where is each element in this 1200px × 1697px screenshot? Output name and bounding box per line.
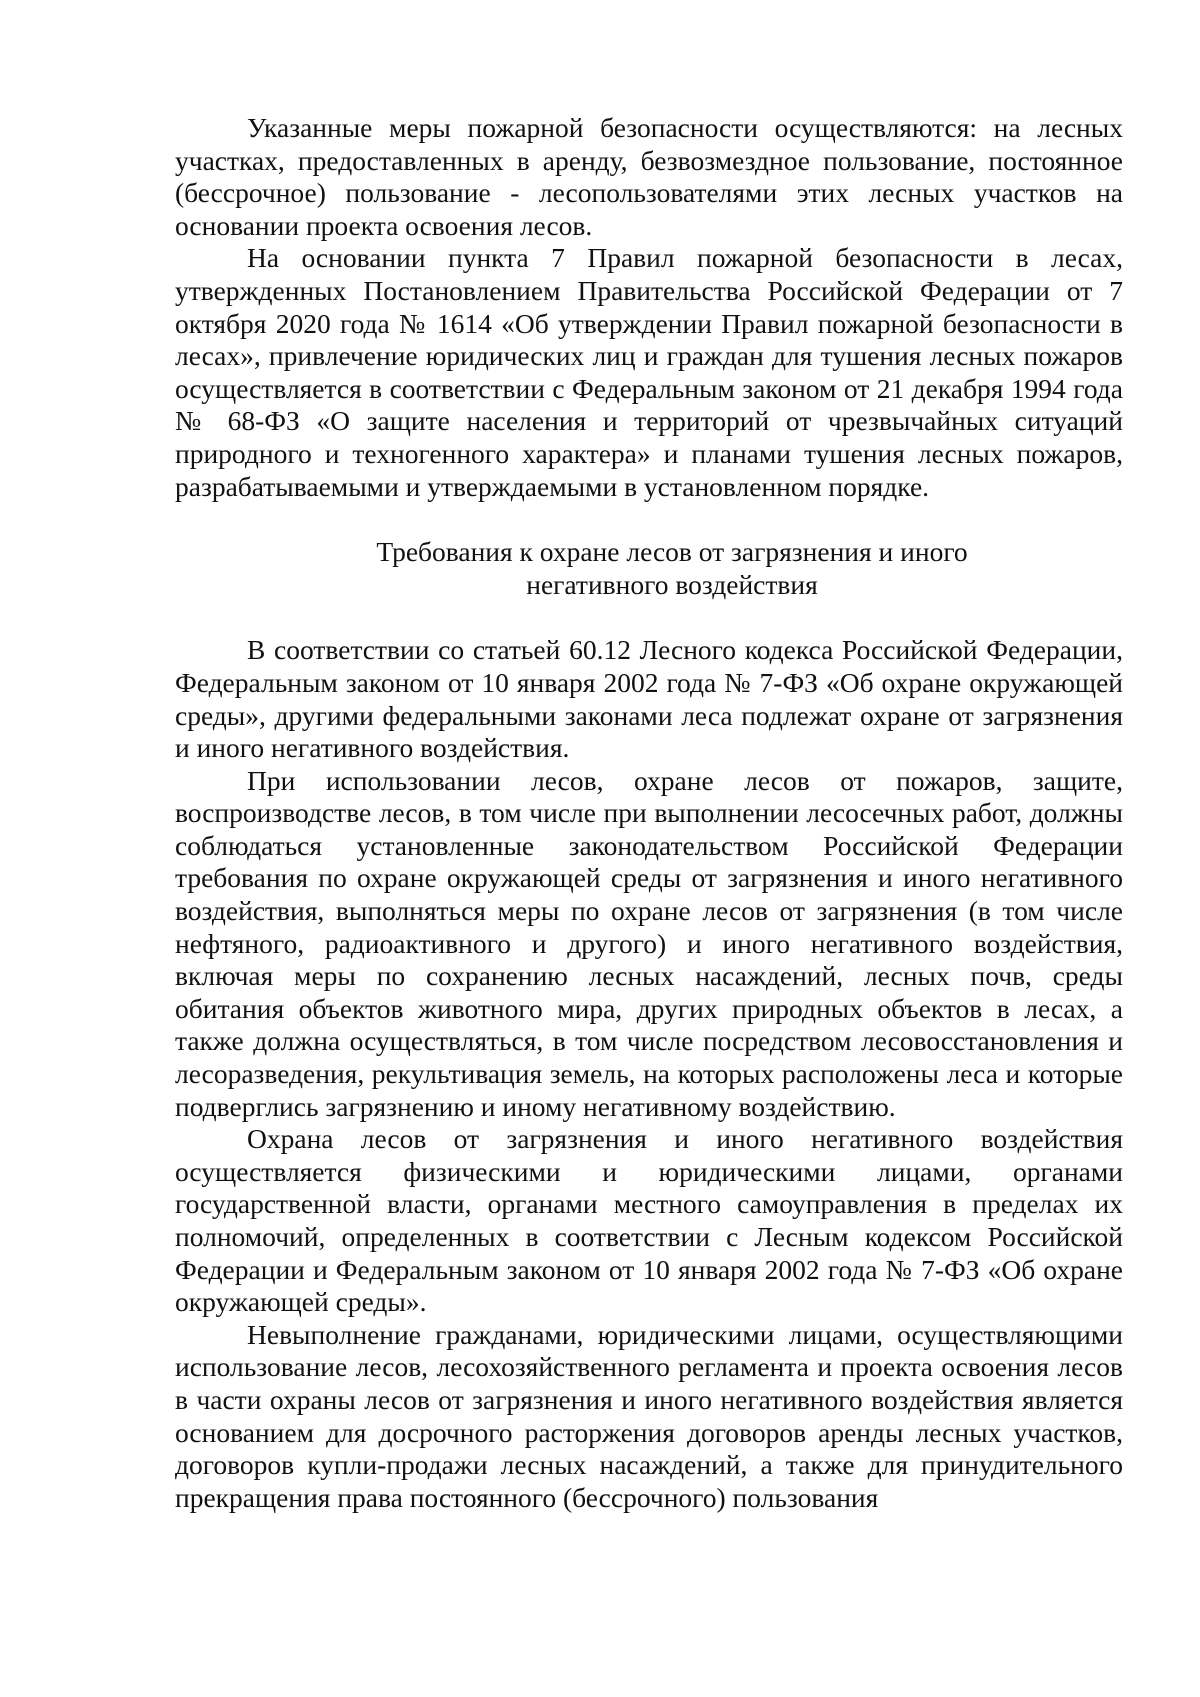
paragraph-fire-safety-measures: Указанные меры пожарной безопасности осуществляются: на лесных участках, предоставленных в аренду, безвозмездное пользование, постоянное (бессрочное) пользование - лесопользователями этих лесных участков на основании проекта освоения лесов. [175,112,1123,241]
section-heading-line-2: негативного воздействия [526,568,818,600]
section-heading-line-1: Требования к охране лесов от загрязнения и иного [376,536,968,568]
paragraph-non-compliance: Невыполнение гражданами, юридическими лицами, осуществляющими использование лесов, лесохозяйственного регламента и проекта освоения лесов в части охраны лесов от загрязнения и иного негативного воздействия является основанием для досрочного расторжения договоров аренды лесных участков, договоров купли-продажи лесных насаждений, а также для принудительного прекращения права постоянного (бессрочного) пользования [175,1318,1123,1513]
paragraph-fire-safety-rules: На основании пункта 7 Правил пожарной безопасности в лесах, утвержденных Постановлением Правительства Российской Федерации от 7 октября 2020 года № 1614 «Об утверждении Правил пожарной безопасности в лесах», привлечение юридических лиц и граждан для тушения лесных пожаров осуществляется в соответствии с Федеральным законом от 21 декабря 1994 года № 68-ФЗ «О защите населения и территорий от чрезвычайных ситуаций природного и техногенного характера» и планами тушения лесных пожаров, разрабатываемыми и утверждаемыми в установленном порядке. [175,242,1123,502]
section-heading [175,503,1123,634]
paragraph-responsible-parties: Охрана лесов от загрязнения и иного негативного воздействия осуществляется физическими и юридическими лицами, органами государственной власти, органами местного самоуправления в пределах их полномочий, определенных в соответствии с Лесным кодексом Российской Федерации и Федеральным законом от 10 января 2002 года № 7-ФЗ «Об охране окружающей среды». [175,1123,1123,1318]
paragraph-requirements: При использовании лесов, охране лесов от пожаров, защите, воспроизводстве лесов, в том числе при выполнении лесосечных работ, должны соблюдаться установленные законодательством Российской Федерации требования по охране окружающей среды от загрязнения и иного негативного воздействия, выполняться меры по охране лесов от загрязнения (в том числе нефтяного, радиоактивного и другого) и иного негативного воздействия, включая меры по сохранению лесных насаждений, лесных почв, среды обитания объектов животного мира, других природных объектов в лесах, а также должна осуществляться, в том числе посредством лесовосстановления и лесоразведения, рекультивация земель, на которых расположены леса и которые подверглись загрязнению и иному негативному воздействию. [175,764,1123,1122]
document-body [175,112,1123,1514]
paragraph-legal-basis: В соответствии со статьей 60.12 Лесного кодекса Российской Федерации, Федеральным законом от 10 января 2002 года № 7-ФЗ «Об охране окружающей среды», другими федеральными законами леса подлежат охране от загрязнения и иного негативного воздействия. [175,634,1123,764]
